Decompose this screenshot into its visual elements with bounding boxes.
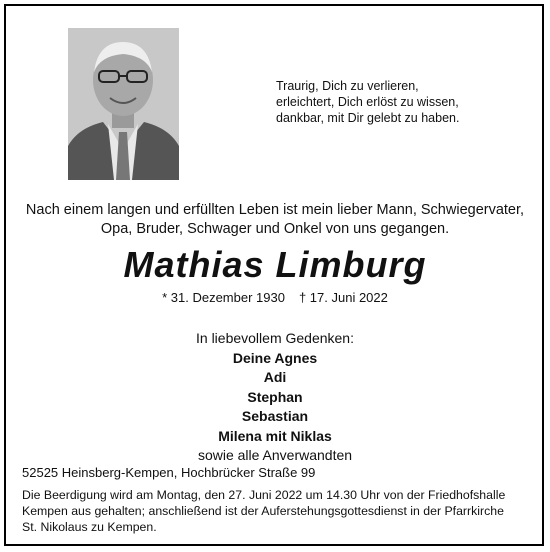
mourner-name: Stephan (247, 388, 303, 405)
funeral-line: Kempen aus gehalten; anschließend ist der Auferstehungsgottesdienst in der Pfarrkirche (22, 504, 504, 518)
life-dates (0, 290, 550, 305)
poem-quote (276, 78, 459, 126)
mourner-name: Deine Agnes (232, 349, 318, 366)
intro-line: Opa, Bruder, Schwager und Onkel von uns gegangen. (100, 221, 450, 237)
mourner-name: Adi (263, 369, 287, 385)
mourners-closing: sowie alle Anverwandten (197, 447, 353, 463)
quote-line: dankbar, mit Dir gelebt zu haben. (276, 111, 460, 125)
portrait-photo (68, 28, 179, 180)
address: 52525 Heinsberg-Kempen, Hochbrücker Straße 99 (22, 465, 316, 480)
birth-date: * 31. Dezember 1930 (162, 290, 285, 305)
mourners-list (0, 329, 550, 466)
quote-line: erleichtert, Dich erlöst zu wissen, (276, 95, 459, 109)
quote-line: Traurig, Dich zu verlieren, (276, 79, 419, 93)
mourner-name: Sebastian (241, 408, 309, 424)
intro-line: Nach einem langen und erfüllten Leben ist mein lieber Mann, Schwiegervater, (25, 202, 525, 218)
mourner-name: Milena mit Niklas (218, 427, 332, 444)
funeral-line: St. Nikolaus zu Kempen. (22, 520, 157, 534)
intro-text (0, 201, 550, 239)
funeral-info (22, 487, 532, 535)
mourners-heading: In liebevollem Gedenken: (196, 330, 354, 346)
death-date: † 17. Juni 2022 (298, 290, 388, 305)
funeral-line: Die Beerdigung wird am Montag, den 27. Juni 2022 um 14.30 Uhr von der Friedhofshalle (22, 488, 506, 502)
deceased-name: Mathias Limburg (123, 244, 427, 285)
